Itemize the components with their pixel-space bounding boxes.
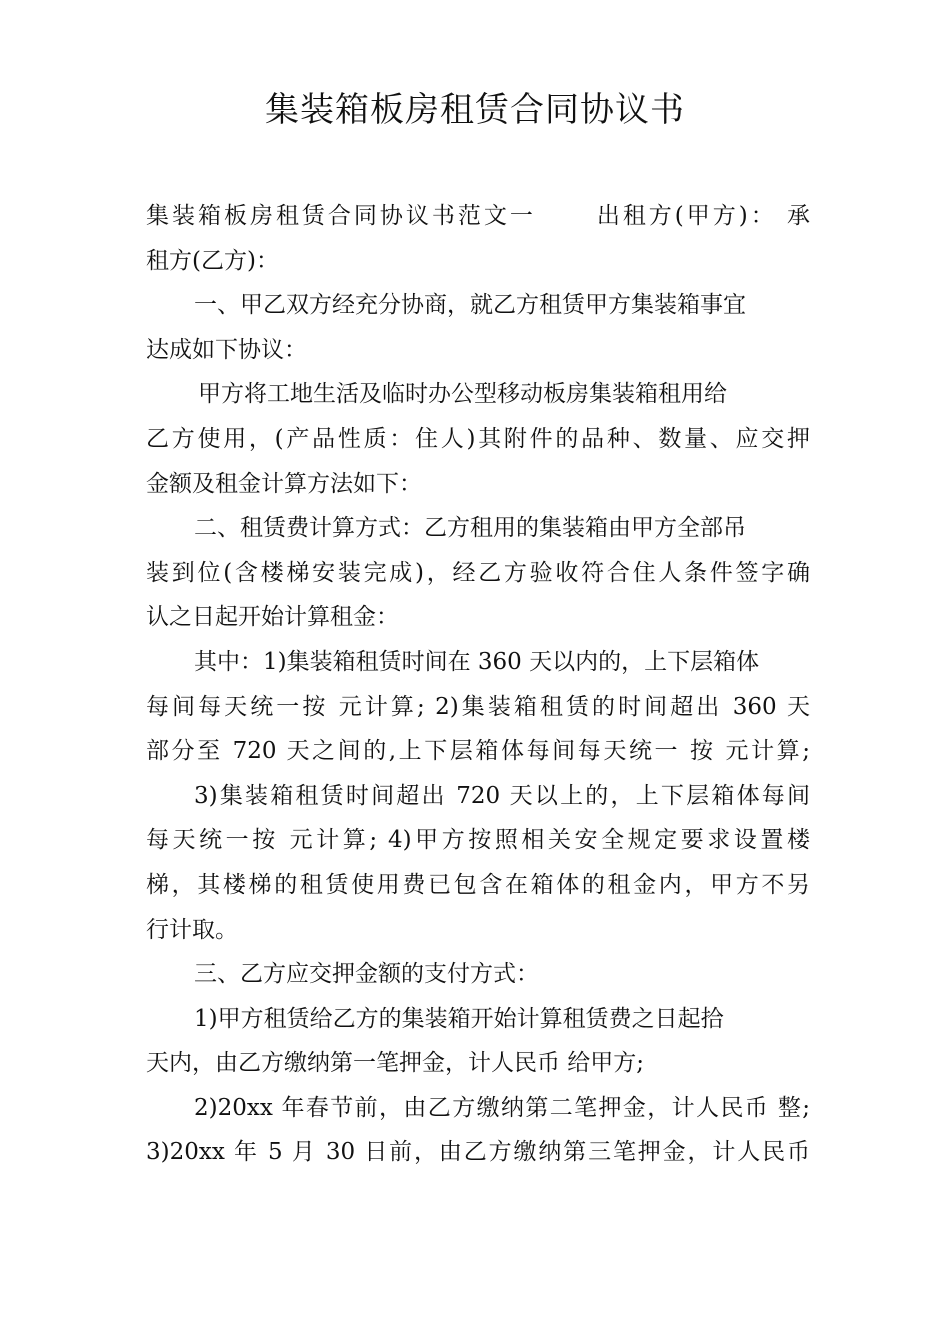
paragraph-line: 天内，由乙方缴纳第一笔押金，计人民币 给甲方; [146, 1050, 645, 1077]
paragraph-line: 3)集装箱租赁时间超出 720 天以上的，上下层箱体每间 [194, 782, 810, 809]
paragraph-line: 甲方将工地生活及临时办公型移动板房集装箱租用给 [198, 381, 727, 408]
header-line [146, 194, 810, 239]
paragraph-line: 其中：1)集装箱租赁时间在 360 天以内的，上下层箱体 [194, 648, 760, 675]
paragraph-line: 达成如下协议： [146, 336, 307, 363]
paragraph-line: 1)甲方租赁给乙方的集装箱开始计算租赁费之日起拾 [194, 1005, 724, 1032]
intro-text: 集装箱板房租赁合同协议书范文一 [146, 203, 536, 229]
paragraph-line: 金额及租金计算方法如下： [146, 470, 422, 497]
paragraph-line: 二、租赁费计算方式：乙方租用的集装箱由甲方全部吊 [194, 515, 746, 542]
paragraph-line: 部分至 720 天之间的,上下层箱体每间每天统一 按 元计算; [146, 738, 810, 765]
paragraph-line: 装到位(含楼梯安装完成)，经乙方验收符合住人条件签字确 [146, 559, 810, 586]
paragraph-line: 梯，其楼梯的租赁使用费已包含在箱体的租金内，甲方不另 [146, 871, 810, 898]
paragraph-line: 行计取。 [146, 916, 238, 943]
paragraph-line: 每天统一按 元计算; 4)甲方按照相关安全规定要求设置楼 [146, 827, 810, 854]
party-a-text: 出租方(甲方)： 承 [593, 203, 810, 229]
paragraph-line: 一、甲乙双方经充分协商，就乙方租赁甲方集装箱事宜 [194, 292, 746, 319]
paragraph-line: 2)20xx 年春节前，由乙方缴纳第二笔押金，计人民币 整; [194, 1094, 810, 1121]
document-body [146, 194, 810, 1175]
paragraph-line: 3)20xx 年 5 月 30 日前，由乙方缴纳第三笔押金，计人民币 [146, 1139, 810, 1166]
document-title: 集装箱板房租赁合同协议书 [265, 90, 685, 130]
paragraph-line: 认之日起开始计算租金： [146, 604, 399, 631]
paragraph-line: 三、乙方应交押金额的支付方式： [194, 961, 539, 988]
paragraph-line: 每间每天统一按 元计算; 2)集装箱租赁的时间超出 360 天 [146, 693, 810, 720]
party-b-line: 租方(乙方)： [146, 247, 279, 274]
paragraph-line: 乙方使用，(产品性质：住人)其附件的品种、数量、应交押 [146, 425, 810, 452]
